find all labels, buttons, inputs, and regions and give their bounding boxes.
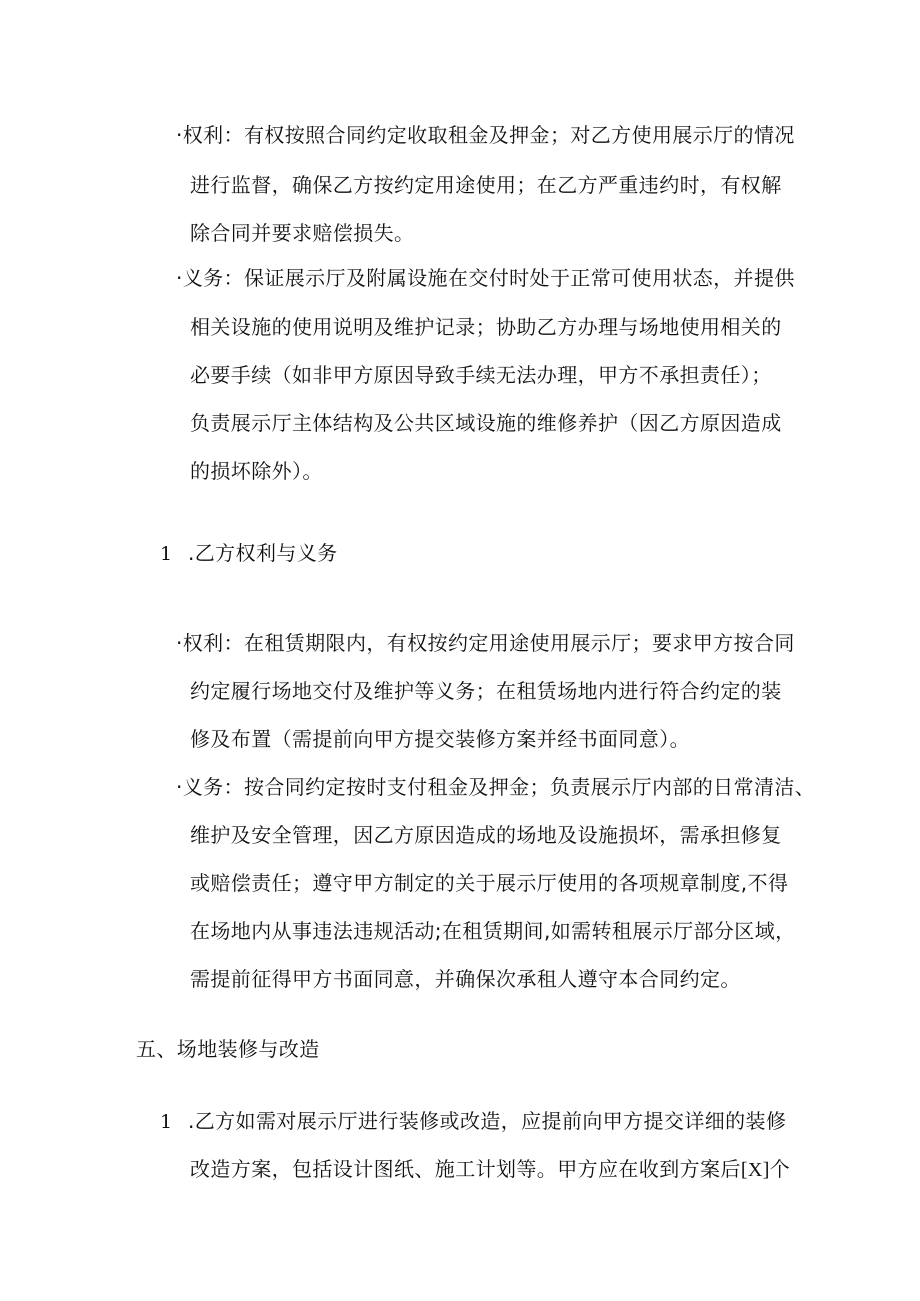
party-b-section-heading [160,540,338,567]
party-a-rights-line-3: 除合同并要求赔偿损失。 [190,221,415,245]
party-a-rights-line-2: 进行监督，确保乙方按约定用途使用；在乙方严重违约时，有权解 [190,173,782,197]
party-a-duties-line-2: 相关设施的使用说明及维护记录；协助乙方办理与场地使用相关的 [190,315,782,339]
party-a-duties-line-4: 负责展示厅主体结构及公共区域设施的维修养护（因乙方原因造成 [190,411,782,435]
party-b-section-number: 1 [160,543,173,565]
party-b-duties-line-4: 在场地内从事违法违规活动;在租赁期间,如需转租展示厅部分区域， [190,919,796,943]
party-b-duties-line-3: 或赔偿责任；遵守甲方制定的关于展示厅使用的各项规章制度,不得 [190,871,789,895]
party-a-rights-line-1: ·权利：有权按照合同约定收取租金及押金；对乙方使用展示厅的情况 [176,123,795,147]
section-five-item-1-line-1 [160,1108,786,1135]
party-b-section-title: .乙方权利与义务 [188,541,338,565]
section-five-item-1-text-2c: 个 [769,1157,791,1181]
party-b-duties-line-1: ·义务：按合同约定按时支付租金及押金；负责展示厅内部的日常清洁、 [176,775,816,799]
section-five-item-1-text-1: .乙方如需对展示厅进行装修或改造，应提前向甲方提交详细的装修 [188,1109,787,1133]
party-a-duties-line-1: ·义务：保证展示厅及附属设施在交付时处于正常可使用状态，并提供 [176,266,795,290]
section-five-item-1-placeholder: [X] [740,1159,770,1181]
section-five-item-1-line-2 [190,1156,790,1183]
section-five-item-1-text-2a: 改造方案，包括设计图纸、施工计划等。甲方应在收到方案后 [190,1157,741,1181]
section-five-heading: 五、场地装修与改造 [136,1037,320,1061]
party-b-duties-line-5: 需提前征得甲方书面同意，并确保次承租人遵守本合同约定。 [190,967,741,991]
party-b-rights-line-1: ·权利：在租赁期限内，有权按约定用途使用展示厅；要求甲方按合同 [176,631,795,655]
party-b-duties-line-2: 维护及安全管理，因乙方原因造成的场地及设施损坏，需承担修复 [190,823,782,847]
party-a-duties-line-3: 必要手续（如非甲方原因导致手续无法办理，甲方不承担责任）； [190,363,772,387]
party-a-duties-line-5: 的损坏除外）。 [190,459,323,483]
party-b-rights-line-2: 约定履行场地交付及维护等义务；在租赁场地内进行符合约定的装 [190,679,782,703]
party-b-rights-line-3: 修及布置（需提前向甲方提交装修方案并经书面同意）。 [190,727,690,751]
section-five-item-1-number: 1 [160,1111,173,1133]
